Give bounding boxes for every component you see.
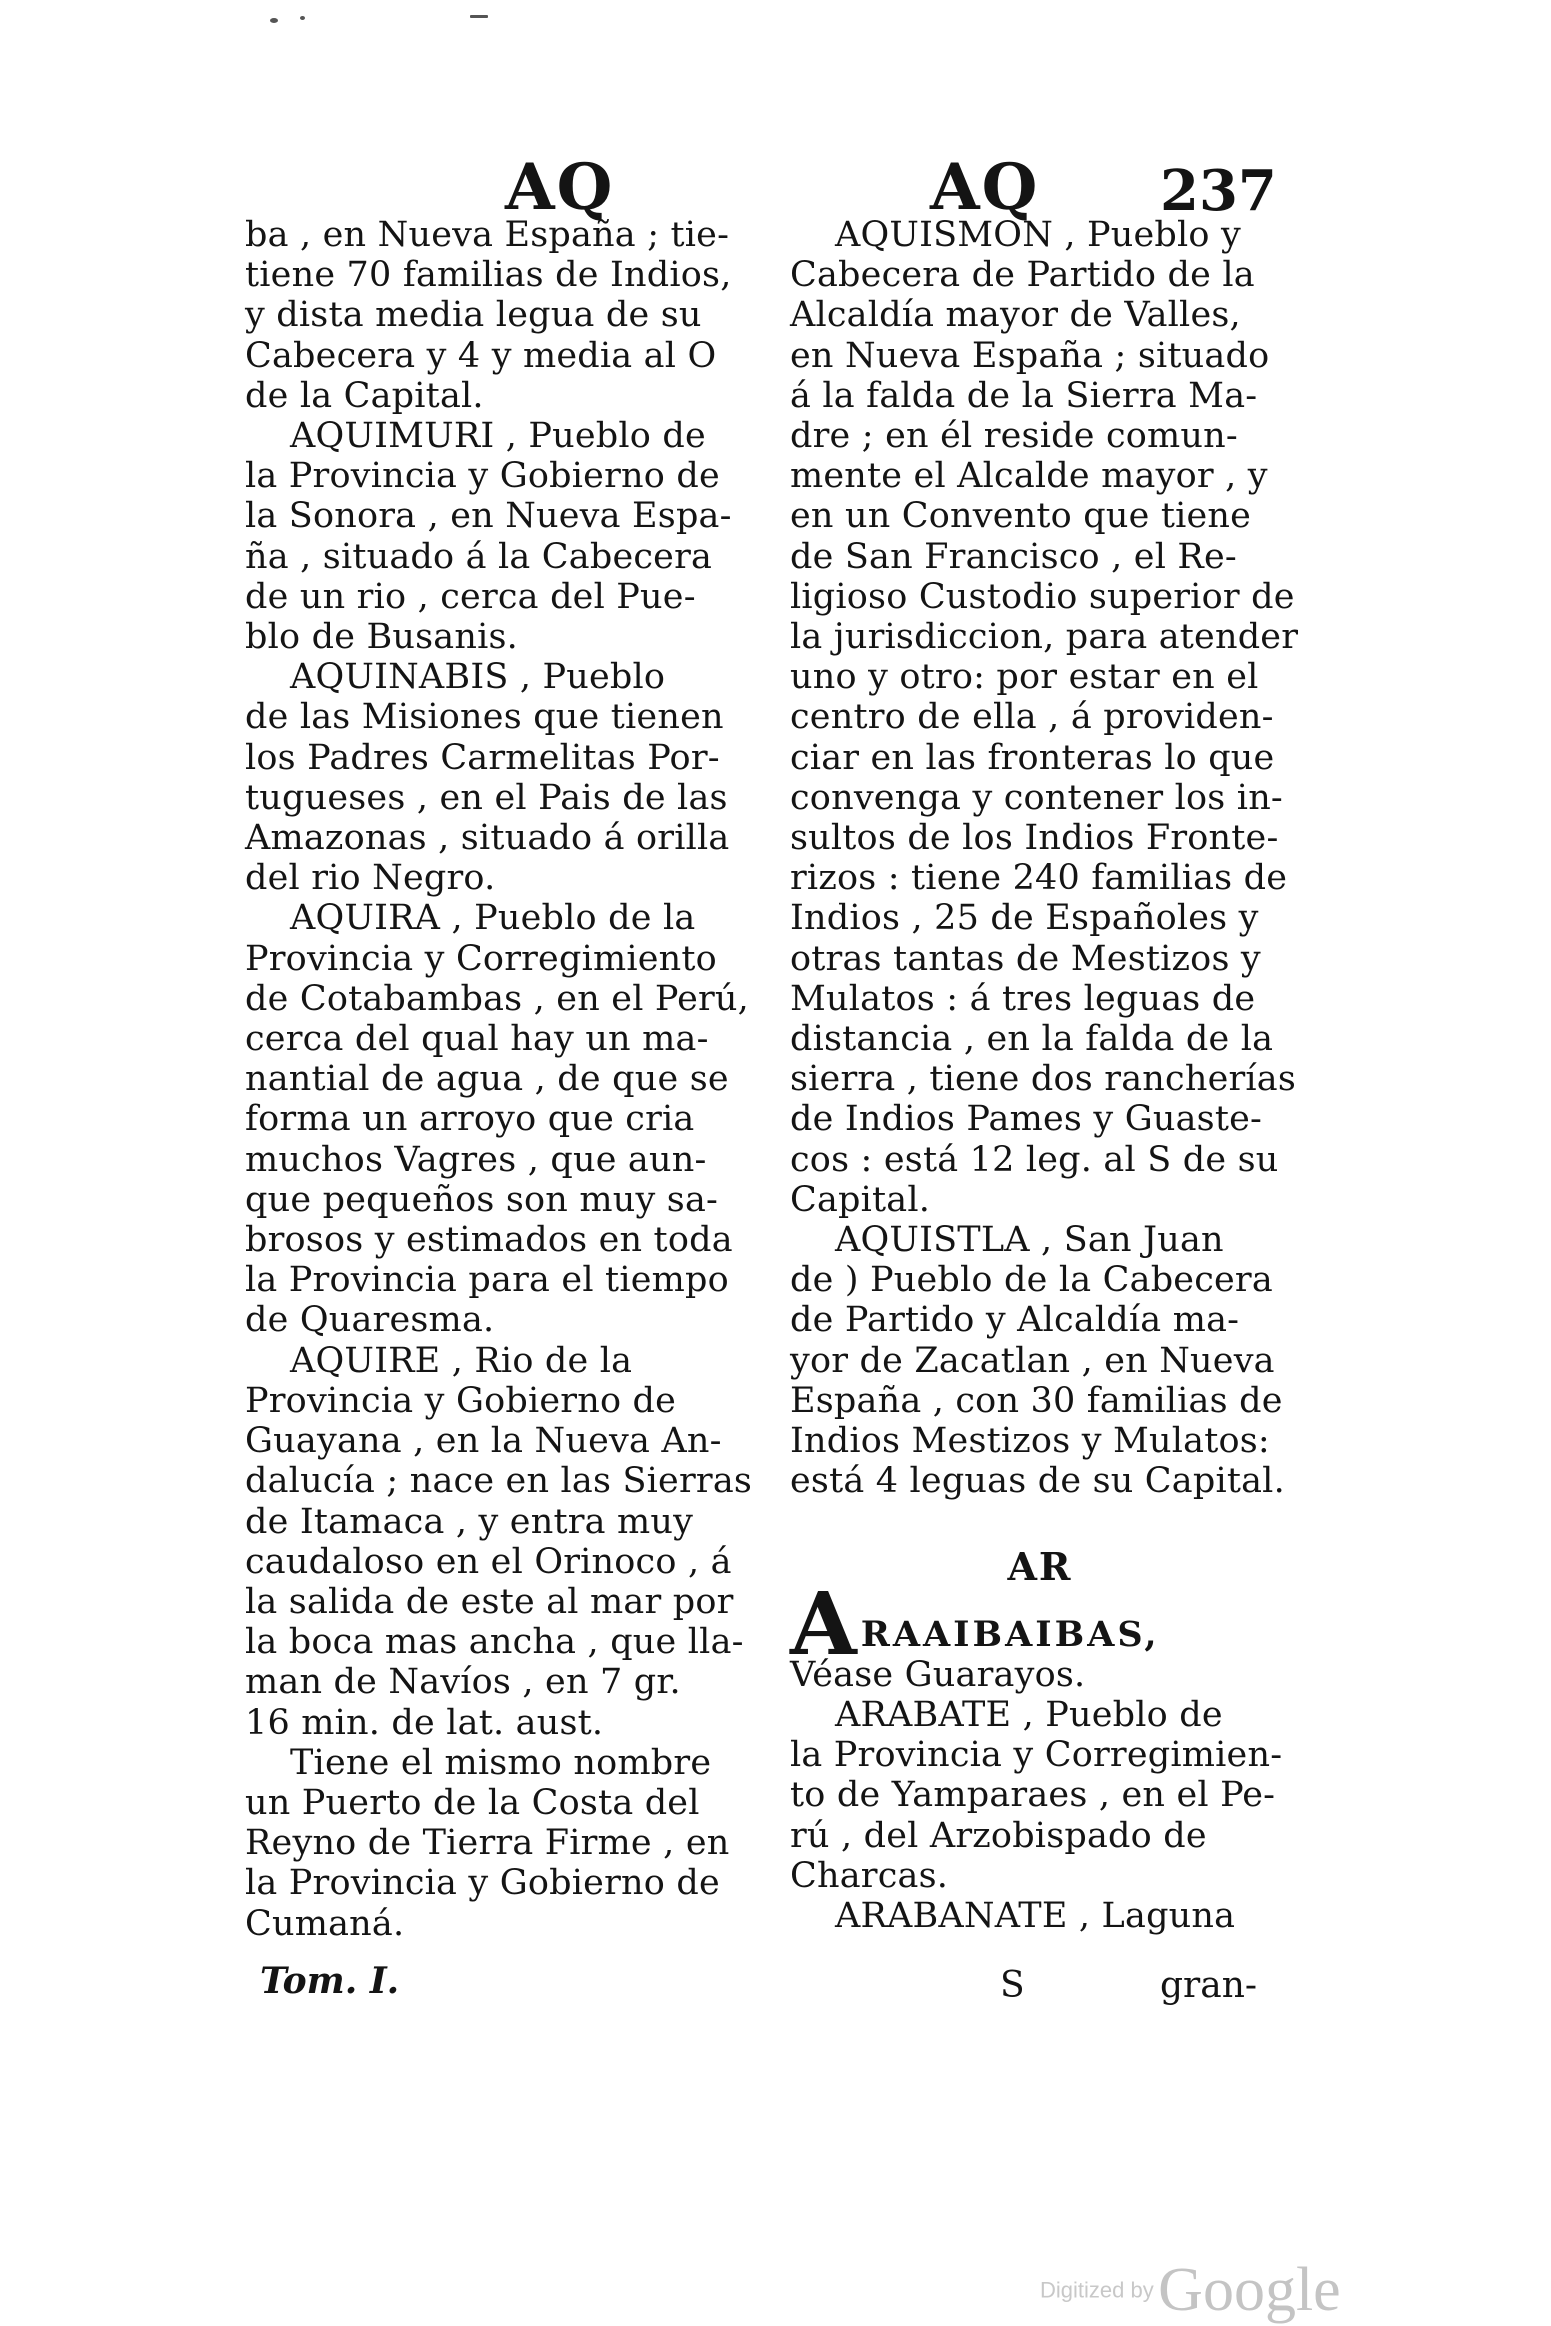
text-line: tiene 70 familias de Indios, (245, 255, 732, 296)
text-line: caudaloso en el Orinoco , á (245, 1541, 732, 1582)
text-line: cos : está 12 leg. al S de su (790, 1139, 1279, 1180)
text-line: mente el Alcalde mayor , y (790, 456, 1268, 497)
text-line: Provincia y Corregimiento (245, 938, 717, 979)
text-line: está 4 leguas de su Capital. (790, 1461, 1285, 1502)
text-line: centro de ella , á providen- (790, 697, 1274, 738)
text-line: muchos Vagres , que aun- (245, 1139, 707, 1180)
text-line: de un rio , cerca del Pue- (245, 576, 696, 617)
text-line: la jurisdiccion, para atender (790, 617, 1299, 658)
text-line: sierra , tiene dos rancherías (790, 1059, 1297, 1100)
ink-speck (270, 18, 278, 23)
google-logo: Google (1158, 2256, 1341, 2324)
text-line: rizos : tiene 240 familias de (790, 858, 1288, 899)
text-line: en Nueva España ; situado (790, 335, 1270, 376)
text-line: de Partido y Alcaldía ma- (790, 1300, 1240, 1341)
text-line: forma un arroyo que cria (245, 1099, 695, 1140)
text-line: la Sonora , en Nueva Espa- (245, 496, 732, 537)
text-line: Indios Mestizos y Mulatos: (790, 1421, 1270, 1462)
text-line: de Indios Pames y Guaste- (790, 1099, 1263, 1140)
text-line: Provincia y Gobierno de (245, 1380, 677, 1421)
ink-speck (300, 16, 305, 20)
text-line: yor de Zacatlan , en Nueva (790, 1340, 1275, 1381)
text-line: sultos de los Indios Fronte- (790, 818, 1279, 859)
text-line: blo de Busanis. (245, 617, 518, 658)
drop-cap: A (790, 1573, 857, 1675)
entry-arabate: ARABATE , Pueblo de (835, 1694, 1223, 1735)
text-line: la Provincia y Corregimien- (790, 1735, 1283, 1776)
digitization-watermark (1040, 2255, 1341, 2326)
catchword: gran- (1160, 1965, 1258, 2006)
text-line: la salida de este al mar por (245, 1581, 734, 1622)
entry-aquismon: AQUISMON , Pueblo y (835, 215, 1241, 255)
text-line: cerca del qual hay un ma- (245, 1019, 709, 1060)
entry-aquistla: AQUISTLA , San Juan (835, 1220, 1224, 1261)
right-column (790, 215, 1299, 1936)
text-line: Guayana , en la Nueva An- (245, 1421, 722, 1462)
ink-speck (470, 15, 488, 18)
text-line: de Quaresma. (245, 1300, 495, 1341)
text-line: Reyno de Tierra Firme , en (245, 1823, 730, 1864)
text-line: uno y otro: por estar en el (790, 657, 1259, 698)
signature-mark: S (1000, 1965, 1025, 2006)
text-line: de Itamaca , y entra muy (245, 1501, 694, 1542)
text-line: ciar en las fronteras lo que (790, 737, 1275, 778)
text-line: de la Capital. (245, 375, 484, 416)
text-line: y dista media legua de su (245, 295, 702, 336)
text-line: Alcaldía mayor de Valles, (790, 295, 1241, 336)
volume-mark: Tom. I. (260, 1960, 400, 2002)
text-line: 16 min. de lat. aust. (245, 1702, 604, 1743)
text-line: rú , del Arzobispado de (790, 1815, 1207, 1856)
text-line: Capital. (790, 1179, 931, 1220)
text-line: ña , situado á la Cabecera (245, 536, 713, 577)
text-line: to de Yamparaes , en el Pe- (790, 1775, 1276, 1816)
text-line: de las Misiones que tienen (245, 697, 724, 738)
text-line: Cabecera de Partido de la (790, 255, 1255, 296)
text-line: la boca mas ancha , que lla- (245, 1622, 744, 1663)
text-line: distancia , en la falda de la (790, 1019, 1274, 1060)
entry-paragraph: Tiene el mismo nombre (290, 1742, 712, 1783)
text-line: Amazonas , situado á orilla (245, 818, 730, 859)
text-line: un Puerto de la Costa del (245, 1782, 700, 1823)
text-line: ligioso Custodio superior de (790, 576, 1295, 617)
text-line: otras tantas de Mestizos y (790, 938, 1261, 979)
text-line: Indios , 25 de Españoles y (790, 898, 1259, 939)
text-line: á la falda de la Sierra Ma- (790, 375, 1258, 416)
text-line: man de Navíos , en 7 gr. (245, 1662, 681, 1703)
text-line: que pequeños son muy sa- (245, 1179, 719, 1220)
page-number: 237 (1160, 158, 1277, 224)
text-line: la Provincia para el tiempo (245, 1260, 729, 1301)
text-line: dre ; en él reside comun- (790, 416, 1238, 457)
text-line: dalucía ; nace en las Sierras (245, 1461, 753, 1502)
left-column (245, 215, 753, 1944)
watermark-prefix: Digitized by (1040, 2277, 1154, 2303)
entry-aquira: AQUIRA , Pueblo de la (290, 898, 696, 939)
text-line: del rio Negro. (245, 858, 496, 899)
entry-aquimuri: AQUIMURI , Pueblo de (290, 416, 706, 457)
section-heading: AR (1007, 1543, 1073, 1589)
entry-arabanate: ARABANATE , Laguna (835, 1895, 1236, 1936)
text-line: de San Francisco , el Re- (790, 536, 1237, 577)
text-line: ba , en Nueva España ; tie- (245, 215, 730, 255)
entry-aquinabis: AQUINABIS , Pueblo (290, 657, 666, 698)
text-line: tugueses , en el Pais de las (245, 777, 728, 818)
text-line: Cabecera y 4 y media al O (245, 335, 717, 376)
text-line: Véase Guarayos. (790, 1654, 1086, 1695)
text-line: la Provincia y Gobierno de (245, 456, 720, 497)
text-line: brosos y estimados en toda (245, 1220, 733, 1261)
text-line: de ) Pueblo de la Cabecera (790, 1260, 1273, 1301)
text-line: los Padres Carmelitas Por- (245, 737, 720, 778)
text-line: Mulatos : á tres leguas de (790, 978, 1256, 1019)
text-line: convenga y contener los in- (790, 777, 1283, 818)
text-line: Cumaná. (245, 1903, 405, 1944)
text-line: Charcas. (790, 1855, 949, 1896)
text-line: en un Convento que tiene (790, 496, 1252, 537)
text-line: de Cotabambas , en el Perú, (245, 978, 749, 1019)
running-head-right: AQ (930, 150, 1040, 225)
text-line: España , con 30 familias de (790, 1380, 1283, 1421)
running-head-left: AQ (505, 150, 615, 225)
text-line: la Provincia y Gobierno de (245, 1863, 720, 1904)
entry-aquire: AQUIRE , Rio de la (290, 1340, 633, 1381)
entry-head-word: RAAIBAIBAS, (860, 1613, 1160, 1655)
text-line: nantial de agua , de que se (245, 1059, 729, 1100)
